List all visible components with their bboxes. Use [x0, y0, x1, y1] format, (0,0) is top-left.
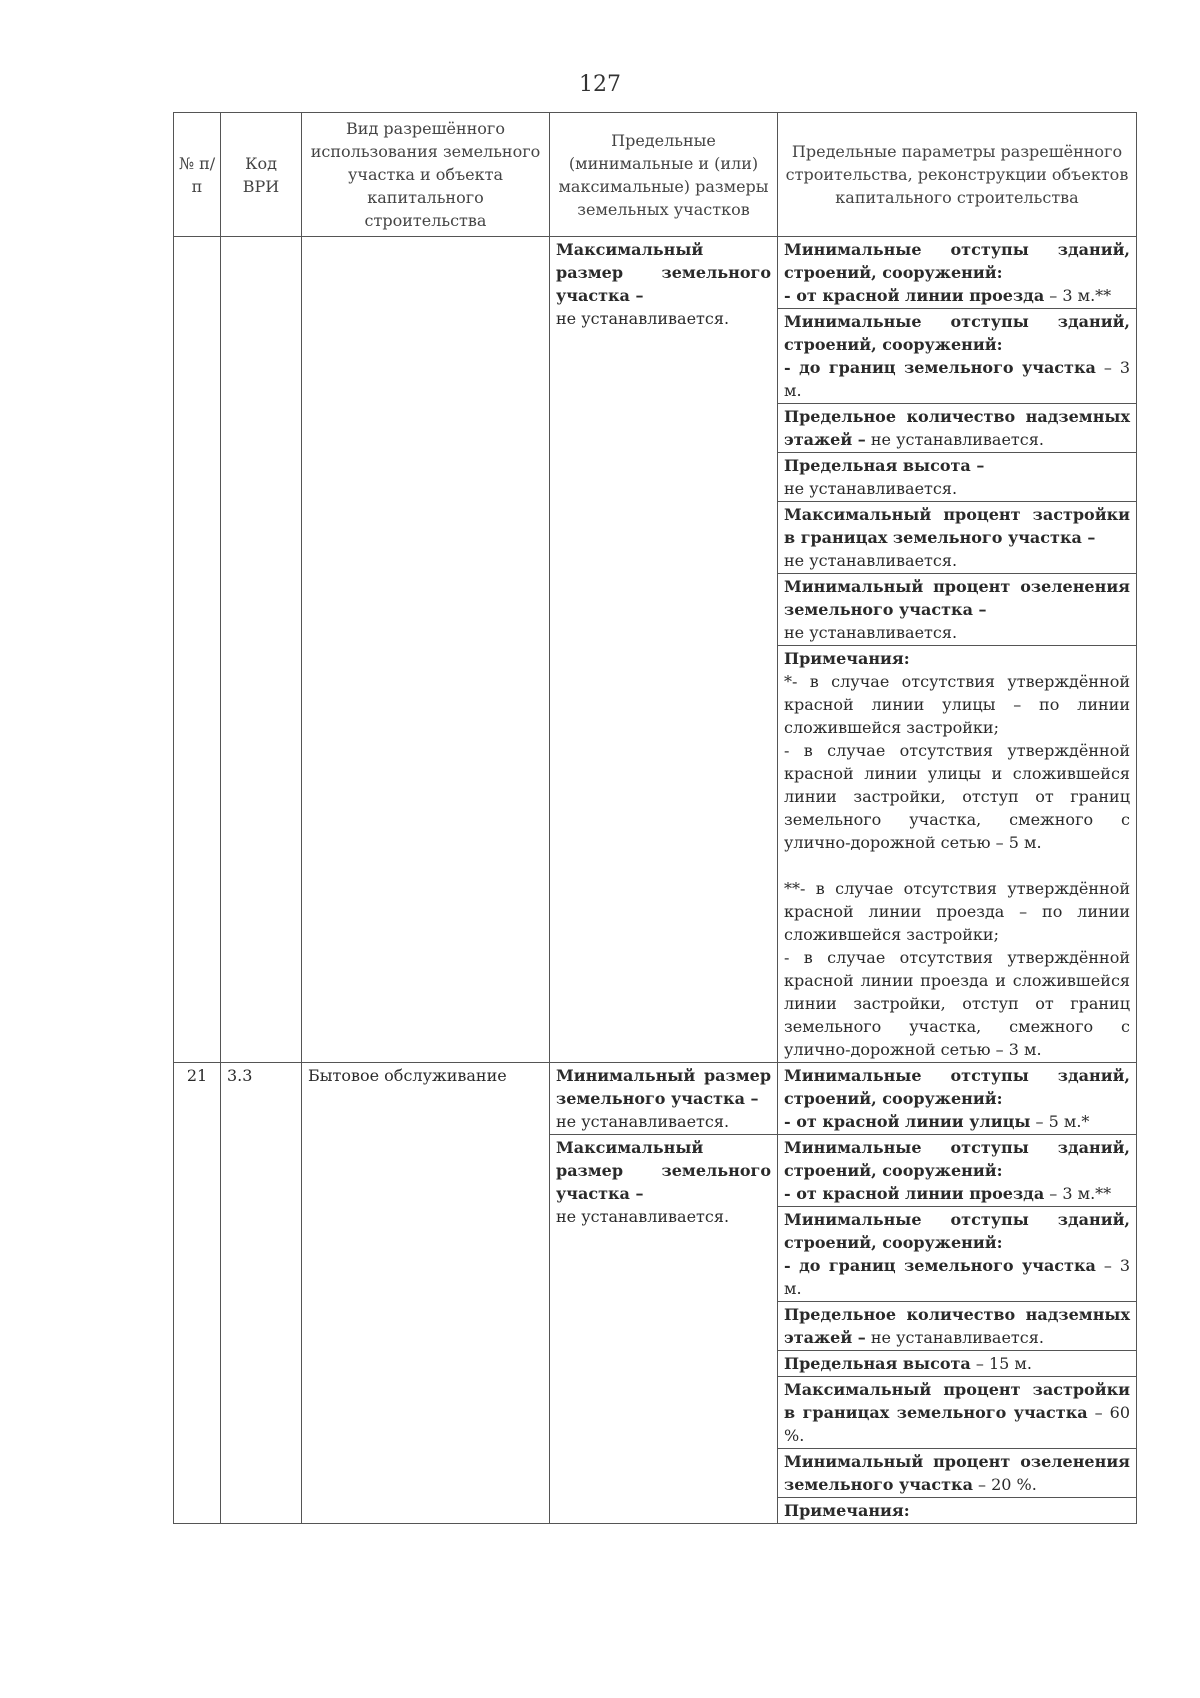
row-size-cell	[550, 1063, 778, 1524]
row-num: 21	[174, 1063, 221, 1524]
param-item: Минимальные отступы зданий, строений, сооружений: - от красной линии улицы – 5 м.*	[778, 1063, 1136, 1135]
notes-item	[778, 1498, 1136, 1524]
param-item: Минимальные отступы зданий, строений, сооружений: - от красной линии проезда – 3 м.**	[778, 1135, 1136, 1207]
prev-kind-cell	[302, 237, 550, 1063]
notes-item	[778, 646, 1136, 1063]
notes-title: Примечания:	[784, 649, 910, 668]
header-code: Код ВРИ	[221, 113, 302, 237]
note-text: *- в случае отсутствия утверждённой красной линии улицы – по линии сложившейся застройки;	[784, 672, 1130, 737]
size-item: Максимальный размер земельного участка – не устанавливается.	[556, 1138, 771, 1226]
size-value: не устанавливается.	[556, 309, 730, 328]
header-num: № п/п	[174, 113, 221, 237]
prev-size-cell	[550, 237, 778, 1063]
note-text: - в случае отсутствия утверждённой красной линии проезда и сложившейся линии застройки, отступ от границ земельного участка, смежного с улично-дорожной сетью – 3 м.	[784, 948, 1130, 1059]
param-item: Минимальные отступы зданий, строений, сооружений: - до границ земельного участка – 3 м.	[778, 309, 1136, 404]
param-item: Минимальные отступы зданий, строений, сооружений: - от красной линии проезда – 3 м.**	[778, 237, 1136, 309]
param-item: Предельная высота – не устанавливается.	[778, 453, 1136, 502]
zoning-table	[173, 112, 1137, 1524]
prev-code-cell	[221, 237, 302, 1063]
page-number: 127	[579, 72, 621, 97]
param-item: Предельная высота – 15 м.	[778, 1351, 1136, 1377]
prev-params-cell	[778, 237, 1137, 1063]
param-item: Минимальный процент озеленения земельного участка – не устанавливается.	[778, 574, 1136, 646]
row-code: 3.3	[221, 1063, 302, 1524]
param-item: Минимальный процент озеленения земельного участка – 20 %.	[778, 1449, 1136, 1498]
note-text: **- в случае отсутствия утверждённой красной линии проезда – по линии сложившейся застройки;	[784, 879, 1130, 944]
row-params-cell	[778, 1063, 1137, 1524]
header-row	[174, 113, 1137, 237]
note-text: - в случае отсутствия утверждённой красной линии улицы и сложившейся линии застройки, отступ от границ земельного участка, смежного с улично-дорожной сетью – 5 м.	[784, 741, 1130, 852]
table-row	[174, 237, 1137, 1063]
header-limits: Предельные (минимальные и (или) максимальные) размеры земельных участков	[550, 113, 778, 237]
size-item: Минимальный размер земельного участка – не устанавливается.	[550, 1063, 777, 1135]
row-kind: Бытовое обслуживание	[302, 1063, 550, 1524]
notes-title: Примечания:	[784, 1501, 910, 1520]
prev-num-cell	[174, 237, 221, 1063]
header-kind: Вид разрешённого использования земельного участка и объекта капитального строительства	[302, 113, 550, 237]
header-params: Предельные параметры разрешённого строительства, реконструкции объектов капитального строительства	[778, 113, 1137, 237]
param-item: Максимальный процент застройки в границах земельного участка – 60 %.	[778, 1377, 1136, 1449]
param-item: Предельное количество надземных этажей – не устанавливается.	[778, 404, 1136, 453]
param-item: Предельное количество надземных этажей – не устанавливается.	[778, 1302, 1136, 1351]
size-label: Максимальный размер земельного участка –	[556, 240, 771, 305]
param-item: Максимальный процент застройки в границах земельного участка – не устанавливается.	[778, 502, 1136, 574]
table-row	[174, 1063, 1137, 1524]
param-item: Минимальные отступы зданий, строений, сооружений: - до границ земельного участка – 3 м.	[778, 1207, 1136, 1302]
